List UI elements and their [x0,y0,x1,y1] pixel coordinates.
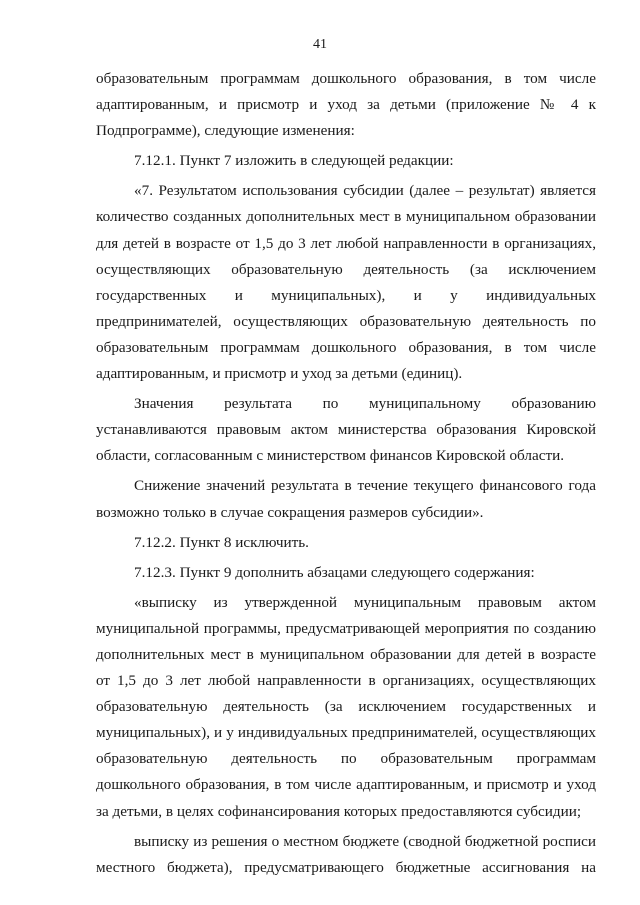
text-line: муниципальной программы, предусматривающей мероприятия по созданию [96,619,596,637]
text-line: предпринимателей, осуществляющих образовательную деятельность по [96,312,596,330]
text-line: Подпрограмме), следующие изменения: [96,122,355,140]
text-line: муниципальных), и у индивидуальных предпринимателей, осуществляющих [96,724,596,742]
text-line: 7.12.2. Пункт 8 исключить. [134,533,309,551]
text-line: области, согласованным с министерством финансов Кировской области. [96,447,565,465]
text-line: за детьми, в целях софинансирования которых предоставляются субсидии; [96,802,582,820]
text-line: «выписку из утвержденной муниципальным правовым актом [134,593,596,611]
text-line: Снижение значений результата в течение текущего финансового года [134,477,596,495]
text-line: от 1,5 до 3 лет любой направленности в организациях, осуществляющих [96,672,596,690]
text-line: адаптированным, и присмотр и уход за детьми (единиц). [96,365,463,383]
text-line: Значения результата по муниципальному образованию [134,395,596,413]
text-line: образовательную деятельность (за исключением государственных и [96,698,596,716]
text-line: выписку из решения о местном бюджете (сводной бюджетной росписи [134,832,596,850]
text-line: возможно только в случае сокращения размеров субсидии». [96,503,484,521]
text-line: образовательную деятельность по образовательным программам [96,750,596,768]
text-line: государственных и муниципальных), и у индивидуальных [96,286,596,304]
document-body [96,66,596,881]
page-number: 41 [313,37,327,52]
text-line: дополнительных мест в муниципальном образовании для детей в возрасте [96,645,596,663]
text-line: для детей в возрасте от 1,5 до 3 лет любой направленности в организациях, [96,234,596,252]
text-line: образовательным программам дошкольного образования, в том числе [96,70,596,87]
text-line: количество созданных дополнительных мест в муниципальном образовании [96,208,596,226]
text-line: 7.12.1. Пункт 7 изложить в следующей редакции: [134,152,454,170]
text-line: местного бюджета), предусматривающего бюджетные ассигнования на [96,858,596,876]
text-line: дошкольного образования, в том числе адаптированным, и присмотр и уход [96,776,596,794]
text-line: «7. Результатом использования субсидии (далее – результат) является [134,182,596,200]
text-line: 7.12.3. Пункт 9 дополнить абзацами следующего содержания: [134,563,535,581]
text-line: образовательным программам дошкольного образования, в том числе [96,338,596,356]
text-line: адаптированным, и присмотр и уход за детьми (приложение № 4 к [96,96,596,114]
text-line: устанавливаются правовым актом министерства образования Кировской [96,421,596,439]
text-line: осуществляющих образовательную деятельность (за исключением [96,260,596,278]
